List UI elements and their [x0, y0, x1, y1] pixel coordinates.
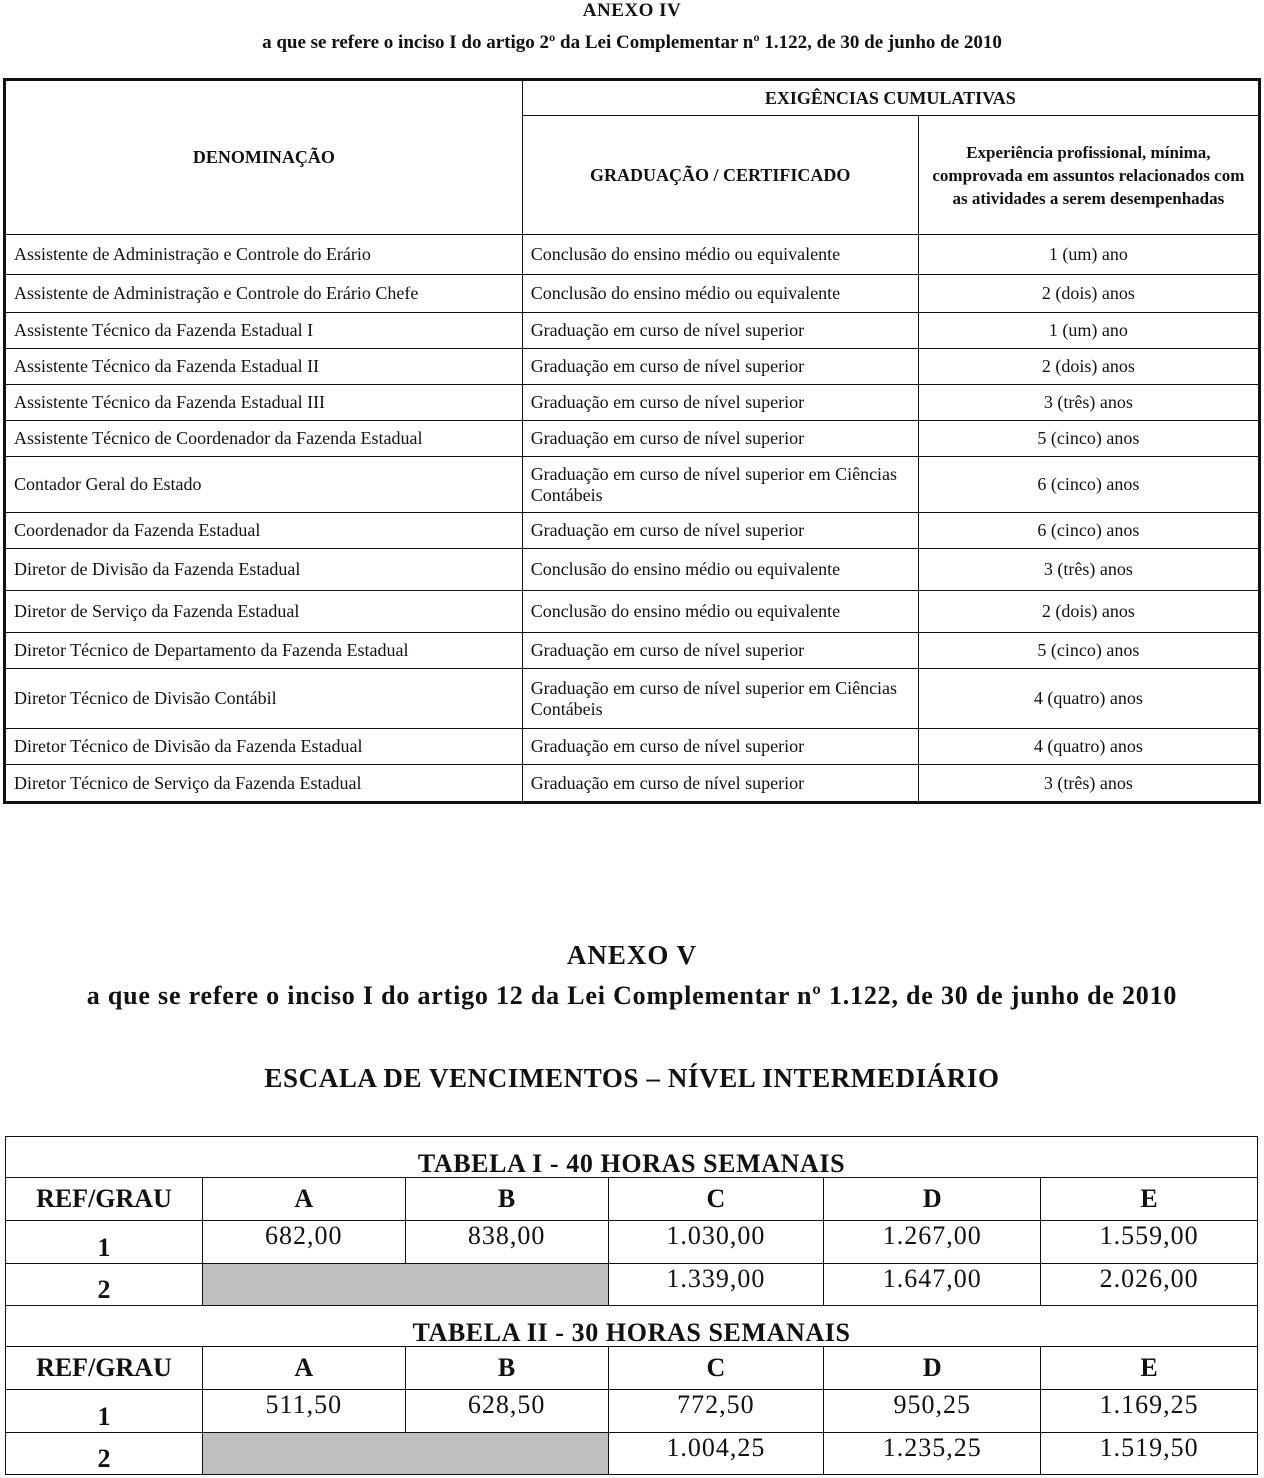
ref-cell: 2	[6, 1264, 203, 1306]
column-header: C	[608, 1347, 824, 1390]
value-cell: 1.030,00	[608, 1221, 824, 1264]
value-cell: 1.004,25	[608, 1433, 824, 1475]
cell-experiencia: 5 (cinco) anos	[918, 421, 1259, 457]
cell-graduacao: Conclusão do ensino médio ou equivalente	[522, 235, 918, 275]
cell-denominacao: Coordenador da Fazenda Estadual	[5, 513, 523, 549]
ref-cell: 1	[6, 1390, 203, 1433]
column-header: A	[202, 1347, 405, 1390]
table-row	[6, 1264, 1258, 1306]
cell-experiencia: 4 (quatro) anos	[918, 669, 1259, 729]
anexo-iv-title: ANEXO IV	[582, 0, 682, 21]
tabela-title-row	[6, 1306, 1258, 1347]
cell-graduacao: Graduação em curso de nível superior	[522, 385, 918, 421]
column-header: D	[824, 1178, 1041, 1221]
column-header: REF/GRAU	[6, 1178, 203, 1221]
table-row	[5, 591, 1260, 633]
cell-denominacao: Assistente Técnico da Fazenda Estadual I	[5, 313, 523, 349]
cell-denominacao: Diretor Técnico de Divisão da Fazenda Estadual	[5, 729, 523, 765]
empty-shaded-cell	[202, 1264, 608, 1306]
cell-denominacao: Diretor Técnico de Divisão Contábil	[5, 669, 523, 729]
column-header-row	[6, 1347, 1258, 1390]
cell-graduacao: Graduação em curso de nível superior em Ciências Contábeis	[522, 457, 918, 513]
cell-denominacao: Assistente de Administração e Controle do Erário	[5, 235, 523, 275]
table-row	[5, 275, 1260, 313]
value-cell: 2.026,00	[1041, 1264, 1258, 1306]
cell-graduacao: Conclusão do ensino médio ou equivalente	[522, 275, 918, 313]
column-header: A	[202, 1178, 405, 1221]
cell-experiencia: 5 (cinco) anos	[918, 633, 1259, 669]
column-header-row	[6, 1178, 1258, 1221]
anexo-v-table	[5, 1136, 1258, 1475]
value-cell: 950,25	[824, 1390, 1041, 1433]
cell-graduacao: Graduação em curso de nível superior	[522, 729, 918, 765]
value-cell: 1.647,00	[824, 1264, 1041, 1306]
table-row	[5, 513, 1260, 549]
anexo-v-rows	[6, 1137, 1258, 1475]
cell-graduacao: Graduação em curso de nível superior em Ciências Contábeis	[522, 669, 918, 729]
table-row	[5, 235, 1260, 275]
table-row	[6, 1221, 1258, 1264]
cell-denominacao: Diretor de Divisão da Fazenda Estadual	[5, 549, 523, 591]
value-cell: 1.235,25	[824, 1433, 1041, 1475]
cell-denominacao: Assistente de Administração e Controle do Erário Chefe	[5, 275, 523, 313]
table-row	[5, 421, 1260, 457]
tabela-title: TABELA II - 30 HORAS SEMANAIS	[6, 1306, 1258, 1347]
cell-denominacao: Assistente Técnico da Fazenda Estadual III	[5, 385, 523, 421]
table-row	[6, 1433, 1258, 1475]
table-row	[5, 669, 1260, 729]
value-cell: 1.169,25	[1041, 1390, 1258, 1433]
anexo-iv-table	[3, 78, 1261, 804]
cell-graduacao: Graduação em curso de nível superior	[522, 513, 918, 549]
cell-experiencia: 6 (cinco) anos	[918, 513, 1259, 549]
header-graduacao: GRADUAÇÃO / CERTIFICADO	[522, 116, 918, 235]
empty-shaded-cell	[202, 1433, 608, 1475]
anexo-iv-subtitle: a que se refere o inciso I do artigo 2º da Lei Complementar nº 1.122, de 30 de junho de 2010	[262, 32, 1002, 53]
cell-graduacao: Graduação em curso de nível superior	[522, 765, 918, 803]
table-row	[5, 313, 1260, 349]
cell-graduacao: Graduação em curso de nível superior	[522, 349, 918, 385]
cell-graduacao: Conclusão do ensino médio ou equivalente	[522, 549, 918, 591]
table-row	[5, 349, 1260, 385]
escala-title: ESCALA DE VENCIMENTOS – NÍVEL INTERMEDIÁRIO	[264, 1063, 1000, 1093]
cell-graduacao: Graduação em curso de nível superior	[522, 313, 918, 349]
value-cell: 1.559,00	[1041, 1221, 1258, 1264]
value-cell: 1.519,50	[1041, 1433, 1258, 1475]
column-header: B	[405, 1178, 608, 1221]
table-row	[5, 549, 1260, 591]
cell-denominacao: Diretor de Serviço da Fazenda Estadual	[5, 591, 523, 633]
cell-denominacao: Diretor Técnico de Departamento da Fazenda Estadual	[5, 633, 523, 669]
cell-denominacao: Contador Geral do Estado	[5, 457, 523, 513]
value-cell: 1.339,00	[608, 1264, 824, 1306]
value-cell: 682,00	[202, 1221, 405, 1264]
value-cell: 628,50	[405, 1390, 608, 1433]
table-row	[5, 729, 1260, 765]
cell-experiencia: 1 (um) ano	[918, 235, 1259, 275]
value-cell: 1.267,00	[824, 1221, 1041, 1264]
anexo-v-title: ANEXO V	[566, 940, 698, 970]
cell-graduacao: Conclusão do ensino médio ou equivalente	[522, 591, 918, 633]
table-row	[5, 457, 1260, 513]
ref-cell: 1	[6, 1221, 203, 1264]
column-header: D	[824, 1347, 1041, 1390]
anexo-v-subtitle: a que se refere o inciso I do artigo 12 da Lei Complementar nº 1.122, de 30 de junho de 2010	[86, 981, 1178, 1010]
column-header: REF/GRAU	[6, 1347, 203, 1390]
anexo-iv-rows	[5, 235, 1260, 803]
column-header: E	[1041, 1178, 1258, 1221]
cell-graduacao: Graduação em curso de nível superior	[522, 421, 918, 457]
cell-experiencia: 3 (três) anos	[918, 549, 1259, 591]
column-header: E	[1041, 1347, 1258, 1390]
cell-denominacao: Assistente Técnico de Coordenador da Fazenda Estadual	[5, 421, 523, 457]
column-header: B	[405, 1347, 608, 1390]
cell-experiencia: 2 (dois) anos	[918, 349, 1259, 385]
cell-denominacao: Assistente Técnico da Fazenda Estadual II	[5, 349, 523, 385]
cell-experiencia: 6 (cinco) anos	[918, 457, 1259, 513]
tabela-title-row	[6, 1137, 1258, 1178]
cell-experiencia: 3 (três) anos	[918, 765, 1259, 803]
table-row	[5, 765, 1260, 803]
header-exigencias: EXIGÊNCIAS CUMULATIVAS	[522, 80, 1259, 116]
value-cell: 838,00	[405, 1221, 608, 1264]
header-denominacao: DENOMINAÇÃO	[5, 80, 523, 235]
cell-experiencia: 1 (um) ano	[918, 313, 1259, 349]
table-row	[6, 1390, 1258, 1433]
value-cell: 511,50	[202, 1390, 405, 1433]
ref-cell: 2	[6, 1433, 203, 1475]
cell-experiencia: 2 (dois) anos	[918, 275, 1259, 313]
cell-experiencia: 2 (dois) anos	[918, 591, 1259, 633]
cell-denominacao: Diretor Técnico de Serviço da Fazenda Estadual	[5, 765, 523, 803]
header-experiencia: Experiência profissional, mínima, comprovada em assuntos relacionados com as atividades a serem desempenhadas	[918, 116, 1259, 235]
cell-graduacao: Graduação em curso de nível superior	[522, 633, 918, 669]
column-header: C	[608, 1178, 824, 1221]
table-row	[5, 385, 1260, 421]
cell-experiencia: 4 (quatro) anos	[918, 729, 1259, 765]
tabela-title: TABELA I - 40 HORAS SEMANAIS	[6, 1137, 1258, 1178]
table-row	[5, 633, 1260, 669]
cell-experiencia: 3 (três) anos	[918, 385, 1259, 421]
value-cell: 772,50	[608, 1390, 824, 1433]
